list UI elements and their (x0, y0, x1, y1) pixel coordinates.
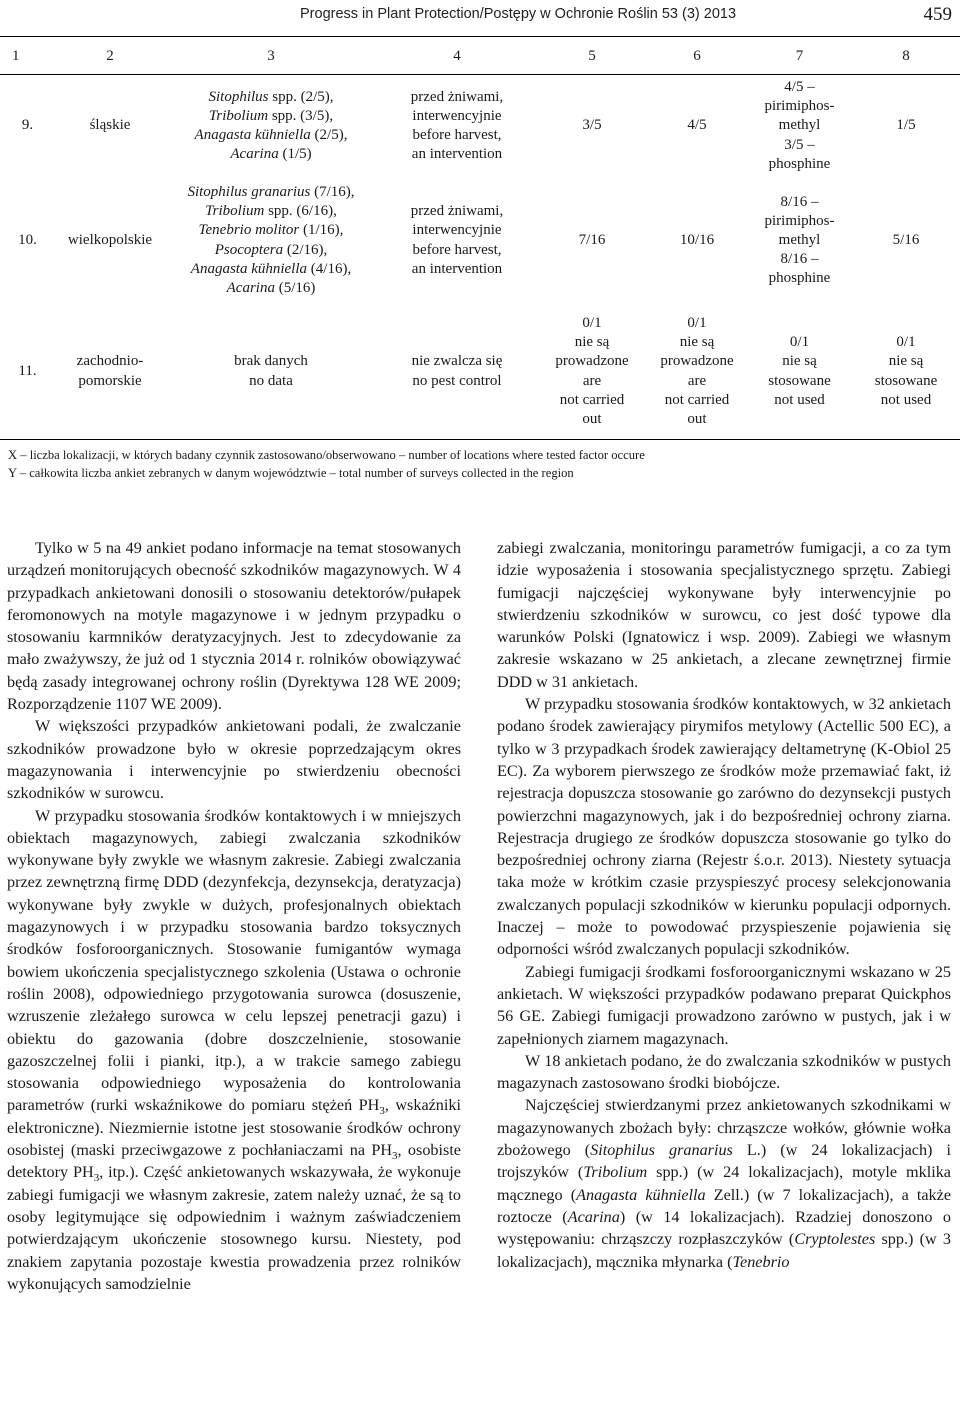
column-number: 5 (537, 40, 647, 75)
latin-name: Tenebrio (732, 1252, 790, 1271)
species-name: Psocoptera (214, 241, 284, 258)
col7-cell (747, 177, 852, 304)
cell-line: przed żniwami, (410, 88, 504, 105)
cell-line: zachodnio- (76, 353, 144, 370)
species-name: Tribolium (208, 107, 269, 124)
cell-line: not carried (664, 391, 730, 408)
cell-line: 0/1 (582, 314, 602, 331)
paragraph (497, 693, 951, 961)
species-line (167, 260, 375, 279)
cell-line: 0/1 (687, 314, 707, 331)
species-line (167, 107, 375, 126)
row-number: 11. (0, 304, 55, 440)
table-row (0, 177, 960, 304)
timing-cell (377, 304, 537, 440)
table-note: Y – całkowita liczba ankiet zebranych w danym województwie – total number of surveys collected in the region (8, 466, 574, 481)
species-line (167, 202, 375, 221)
cell-line: nie zwalcza się (411, 353, 503, 370)
text-run: , wskaźniki elektroniczne). Niezmiernie istotne jest stosowanie środków ochrony osobistej (maski przeciwgazowe z pochłaniaczami na PH (7, 1096, 461, 1160)
col7-cell (747, 304, 852, 440)
column-number: 8 (852, 40, 960, 75)
species-name: no data (249, 372, 293, 389)
cell-line: śląskie (89, 117, 131, 134)
species-name: Sitophilus (208, 88, 269, 105)
cell-line: are (582, 372, 602, 389)
page-number: 459 (923, 4, 952, 25)
col6-cell (647, 304, 747, 440)
latin-name: Tribolium (583, 1163, 648, 1182)
col5-cell (537, 177, 647, 304)
text-run: spp.) (w 3 lokalizacjach), mącznika młynarka ( (497, 1230, 951, 1271)
col8-cell (852, 75, 960, 178)
paragraph (497, 961, 951, 1050)
timing-cell (377, 177, 537, 304)
species-count: (1/16), (299, 222, 344, 239)
text-run: Zabiegi fumigacji środkami fosforoorganicznymi wskazano w 25 ankietach. W większości przypadków podawano preparat Quickphos 56 GE. Zabiegi fumigacji prowadzono zarówno w pustych, jak i w zapełnionych ziarnem magazynach. (497, 962, 951, 1048)
region-cell (55, 75, 165, 178)
table-row (0, 75, 960, 178)
col5-cell (537, 75, 647, 178)
text-run: , osobiste detektory PH (7, 1141, 461, 1182)
paragraph (7, 805, 461, 1296)
text-run: W przypadku stosowania środków kontaktowych i w mniejszych obiektach magazynowych, zabiegi zwalczania szkodników wykonywane były zwykle we własnym zakresie. Zabiegi zwalczania przez zewnętrzną firmę DDD (dezynfekcja, dezynsekcja, deratyzacja) wykonywane były zwykle w dużych, profesjonalnych obiektach magazynowych i w przypadku stosowania bardzo toksycznych środków fosforoorganicznych. Stosowanie fumigantów wymaga bowiem ukończenia specjalistycznego szkolenia (Ustawa o ochronie roślin 2008), odpowiedniego przygotowania surowca (dosuszenie, wzruszenie zleżałego surowca w celu lepszej penetracji gazu) i obiektu do gazowania (dobre doszczelnienie, stosowanie gazoszczelnej folii i pianki, itp.), a w trakcie samego zabiegu stosowania odpowiedniego wyposażenia do kontrolowania parametrów (rurki wskaźnikowe do pomiaru stężeń PH (7, 806, 461, 1115)
cell-line: 10/16 (679, 231, 715, 248)
text-run: , itp.). Część ankietowanych wskazywała, że wykonuje zabiegi fumigacji we własnym zakresie, zatem należy uznać, że są to osoby legitymujące się odpowiednim i ważnym zaświadczeniem potwierdzającym ukończenie stosownego kursu. Niestety, pod znakiem zapytania pozostaje kwestia prowadzenia przez rolników wykonujących samodzielnie (7, 1163, 461, 1293)
species-name: Tenebrio molitor (198, 222, 300, 239)
species-line (167, 352, 375, 371)
column-number: 7 (747, 40, 852, 75)
species-line (167, 183, 375, 202)
subscript: 3 (93, 1172, 100, 1185)
cell-line: out (687, 410, 707, 427)
cell-line: not carried (559, 391, 625, 408)
species-name: Tribolium (205, 203, 265, 220)
cell-line: 3/5 (582, 117, 602, 134)
species-line (167, 279, 375, 298)
cell-line: pomorskie (78, 372, 142, 389)
species-cell (165, 177, 377, 304)
cell-line: 8/16 – (780, 193, 819, 210)
survey-table (0, 40, 960, 440)
col6-cell (647, 75, 747, 178)
timing-cell (377, 75, 537, 178)
row-number: 9. (21, 117, 34, 134)
species-line (167, 145, 375, 164)
text-run: Najczęściej stwierdzanymi przez ankietowanych szkodnikami w magazynowanych zbożach były: chrząszcze wołków, głównie wołka zbożowego ( (497, 1096, 951, 1160)
cell-line: 0/1 (896, 334, 916, 351)
latin-name: Acarina (567, 1207, 620, 1226)
cell-line: interwencyjnie (412, 107, 502, 124)
col8-cell (852, 177, 960, 304)
cell-line: nie są (574, 334, 610, 351)
cell-line: nie są (888, 353, 924, 370)
col7-cell (747, 75, 852, 178)
cell-line: pirimiphos- (764, 98, 835, 115)
cell-line: stosowane (768, 372, 831, 389)
cell-line: not used (774, 391, 825, 408)
cell-line: are (687, 372, 707, 389)
species-name: Sitophilus granarius (187, 183, 311, 200)
paragraph (497, 1094, 951, 1272)
latin-name: Sitophilus granarius (590, 1141, 733, 1160)
cell-line: nie są (679, 334, 715, 351)
paragraph (7, 537, 461, 715)
species-count: spp. (2/5), (268, 88, 334, 105)
body-column-left (7, 537, 461, 1295)
region-cell (55, 304, 165, 440)
latin-name: Anagasta kühniella (576, 1185, 706, 1204)
header-rule (0, 36, 960, 37)
cell-line: out (582, 410, 602, 427)
cell-line: 7/16 (578, 231, 606, 248)
species-name: Anagasta kühniella (190, 260, 308, 277)
column-number: 6 (647, 40, 747, 75)
species-count: (2/5), (310, 127, 348, 143)
species-name: Anagasta kühniella (194, 127, 311, 143)
cell-line: 4/5 (687, 117, 707, 134)
cell-line: 1/5 (896, 117, 916, 134)
text-run: L.) (w 24 lokalizacjach) i trojszyków ( (497, 1141, 951, 1182)
running-title: Progress in Plant Protection/Postępy w Ochronie Roślin 53 (3) 2013 (300, 6, 737, 22)
cell-line: 3/5 – (784, 136, 815, 153)
running-header (0, 6, 960, 30)
cell-line: methyl (778, 231, 821, 248)
species-line (167, 126, 375, 145)
text-run: W 18 ankietach podano, że do zwalczania szkodników w pustych magazynach zastosowano środki biobójcze. (497, 1051, 951, 1093)
col8-cell (852, 304, 960, 440)
cell-line: stosowane (874, 372, 938, 389)
cell-line: before harvest, (412, 127, 502, 143)
body-column-right (497, 537, 951, 1273)
species-line (167, 372, 375, 391)
paragraph (497, 1050, 951, 1095)
species-cell (165, 304, 377, 440)
col5-cell (537, 304, 647, 440)
species-count: (5/16) (274, 279, 316, 296)
cell-line: prowadzone (660, 353, 734, 370)
cell-line: phosphine (768, 155, 831, 172)
species-count: (2/16), (283, 241, 328, 258)
cell-line: 4/5 – (784, 79, 815, 96)
column-number-row (0, 40, 960, 75)
cell-line: przed żniwami, (410, 203, 504, 220)
region-cell (55, 177, 165, 304)
species-cell (165, 75, 377, 178)
species-line (167, 221, 375, 240)
text-run: Tylko w 5 na 49 ankiet podano informacje na temat stosowanych urządzeń monitorujących obecność szkodników magazynowych. W 4 przypadkach ankietowani donosili o stosowaniu detektorów/pułapek feromonowych na motyle magazynowe i w jednym przypadku o stosowaniu karmników deratyzacyjnych. Jest to zdecydowanie za mało zważywszy, że już od 1 stycznia 2014 r. rolników obowiązywać będą zasady integrowanej ochrony roślin (Dyrektywa 128 WE 2009; Rozporządzenie 1107 WE 2009). (7, 539, 461, 714)
species-name: Acarina (226, 279, 275, 296)
table-note: X – liczba lokalizacji, w których badany czynnik zastosowano/obserwowano – number of locations where tested factor occure (8, 448, 645, 462)
paragraph (497, 537, 951, 693)
paragraph (7, 715, 461, 804)
row-number: 10. (18, 231, 37, 248)
species-count: spp. (3/5), (268, 107, 334, 124)
subscript: 3 (392, 1150, 398, 1163)
text-run: Zell.) (w 7 lokalizacjach), a także roztocze ( (497, 1185, 952, 1226)
col6-cell (647, 177, 747, 304)
cell-line: wielkopolskie (67, 231, 153, 248)
column-number: 4 (377, 40, 537, 75)
species-line (167, 241, 375, 260)
cell-line: 8/16 – (780, 251, 819, 268)
cell-line: nie są (782, 353, 817, 370)
cell-line: phosphine (768, 270, 831, 287)
column-number: 1 (0, 40, 55, 75)
cell-line: interwencyjnie (412, 222, 502, 239)
latin-name: Cryptolestes (794, 1230, 876, 1249)
cell-line: methyl (778, 117, 821, 134)
text-run: W przypadku stosowania środków kontaktowych, w 32 ankietach podano środek zawierający pirymifos metylowy (Actellic 500 EC), a tylko w 3 przypadkach środek zawierający deltametrynę (K-Obiol 25 EC). Za wyborem pierwszego ze środków może przemawiać fakt, iż rejestracja dopuszcza stosowanie go zarówno do dezynsekcji pustych powierzchni magazynowych, jak i do bezpośredniej ochrony ziarna. Rejestracja drugiego ze środków dopuszcza stosowanie go tylko do bezpośredniej ochrony ziarna (Rejestr ś.o.r. 2013). Niestety sytuacja taka może w krótkim czasie przyspieszyć procesy selekcjonowania zwalczanych populacji szkodników w kierunku populacji odpornych. Inaczej – może to powodować przyspieszenie pojawienia się odporności wśród zwalczanych populacji szkodników. (497, 695, 951, 959)
cell-line: prowadzone (555, 353, 629, 370)
cell-line: no pest control (412, 372, 502, 389)
table-notes (8, 446, 645, 483)
text-run: zabiegi zwalczania, monitoringu parametrów fumigacji, a co za tym idzie wyposażenia i stosowania specjalistycznego sprzętu. Zabiegi fumigacji najczęściej wykonywane były interwencyjnie po stwierdzeniu szkodników w surowcu, co jest dość typowe dla warunków Polski (Ignatowicz i wsp. 2009). Zabiegi we własnym zakresie wskazano w 25 ankietach, a zlecane zewnętrznej firmie DDD w 31 ankietach. (497, 539, 951, 691)
data-table (0, 40, 960, 440)
species-line (167, 88, 375, 107)
species-name: brak danych (234, 353, 308, 370)
text-run: W większości przypadków ankietowani podali, że zwalczanie szkodników prowadzone było w okresie poprzedzającym okres magazynowania i interwencyjnie po stwierdzeniu obecności szkodników w surowcu. (7, 717, 461, 803)
text-run: spp.) (w 24 lokalizacjach), motyle mklika mącznego ( (497, 1163, 951, 1204)
species-name: Acarina (230, 146, 279, 163)
cell-line: 0/1 (789, 334, 810, 351)
table-row (0, 304, 960, 440)
cell-line: before harvest, (412, 241, 502, 258)
text-run: ) (w 14 lokalizacjach). Rzadziej donoszono o występowaniu: chrząszczy rozpłaszczyków ( (497, 1207, 951, 1249)
species-count: (7/16), (310, 183, 355, 200)
column-number: 3 (165, 40, 377, 75)
column-number: 2 (55, 40, 165, 75)
cell-line: an intervention (411, 260, 503, 277)
species-count: (4/16), (307, 260, 352, 277)
species-count: (1/5) (278, 146, 312, 163)
cell-line: not used (880, 391, 932, 408)
cell-line: 5/16 (892, 231, 920, 248)
subscript: 3 (379, 1105, 385, 1118)
cell-line: an intervention (411, 146, 503, 163)
cell-line: pirimiphos- (764, 212, 835, 229)
species-count: spp. (6/16), (264, 203, 337, 220)
